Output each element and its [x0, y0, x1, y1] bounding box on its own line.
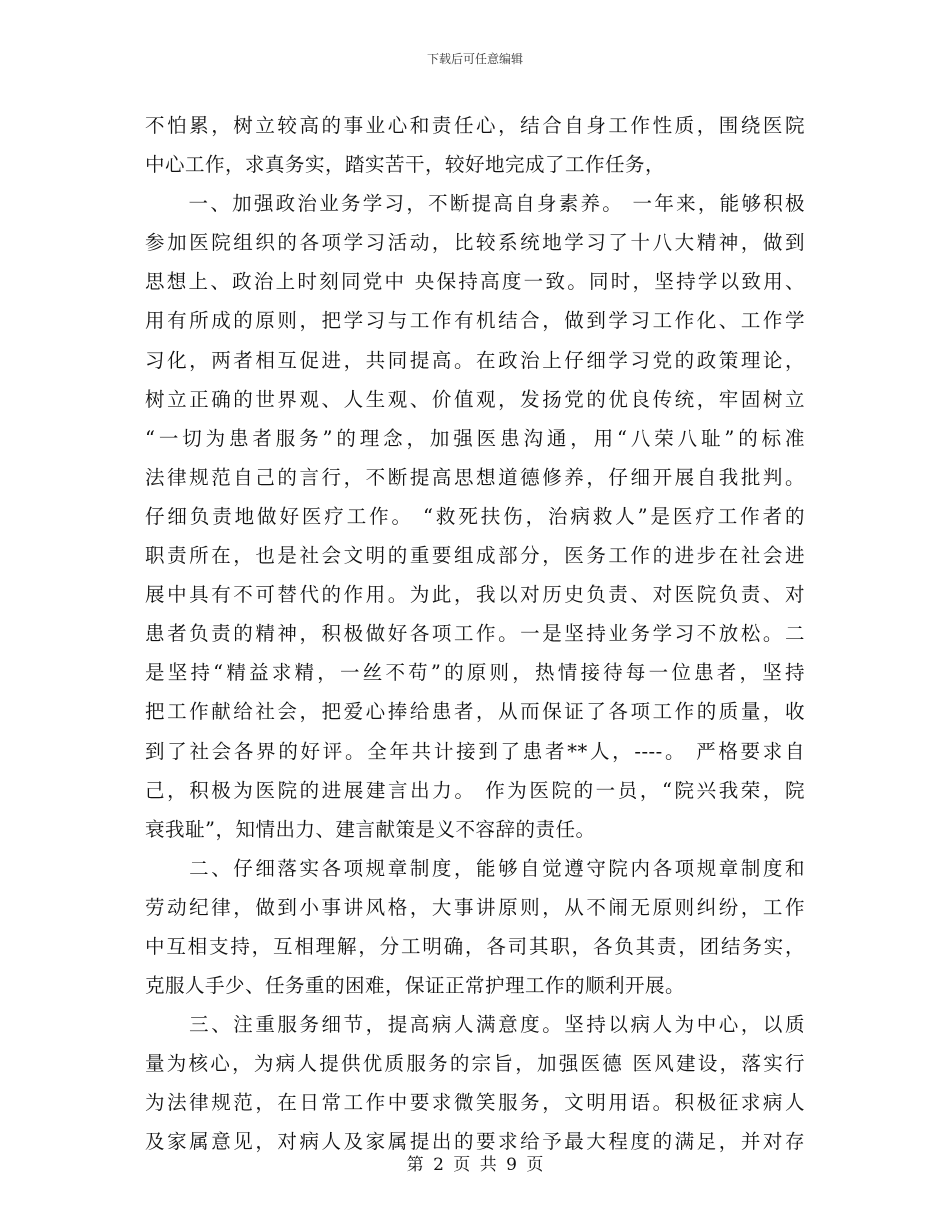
- body-line: 把工作献给社会，把爱心捧给患者，从而保证了各项工作的质量，收: [145, 700, 805, 724]
- body-line: 中心工作，求真务实，踏实苦干，较好地完成了工作任务，: [145, 153, 666, 177]
- body-line: 克服人手少、任务重的困难，保证正常护理工作的顺利开展。: [145, 974, 686, 998]
- body-line: 患者负责的精神，积极做好各项工作。一是坚持业务学习不放松。二: [145, 622, 805, 646]
- body-line: “一切为患者服务”的理念，加强医患沟通，用“八荣八耻”的标准: [145, 426, 805, 450]
- body-line: 树立正确的世界观、人生观、价值观，发扬党的优良传统，牢固树立: [145, 387, 805, 411]
- body-line: 展中具有不可替代的作用。为此，我以对历史负责、对医院负责、对: [145, 583, 805, 607]
- body-line: 二、仔细落实各项规章制度，能够自觉遵守院内各项规章制度和: [145, 856, 805, 880]
- body-line: 劳动纪律，做到小事讲风格，大事讲原则，从不闹无原则纠纷，工作: [145, 895, 805, 919]
- body-line: 仔细负责地做好医疗工作。 “救死扶伤，治病救人”是医疗工作者的: [145, 504, 805, 528]
- body-line: 三、注重服务细节，提高病人满意度。坚持以病人为中心，以质: [145, 1013, 805, 1037]
- body-line: 不怕累，树立较高的事业心和责任心，结合自身工作性质，围绕医院: [145, 114, 805, 137]
- body-line: 是坚持“精益求精，一丝不苟”的原则，热情接待每一位患者，坚持: [145, 661, 805, 685]
- body-line: 中互相支持，互相理解，分工明确，各司其职，各负其责，团结务实，: [145, 934, 805, 958]
- body-line: 衰我耻”，知情出力、建言献策是义不容辞的责任。: [145, 817, 596, 841]
- body-line: 及家属意见，对病人及家属提出的要求给予最大程度的满足，并对存: [145, 1130, 805, 1154]
- body-line: 思想上、政治上时刻同党中 央保持高度一致。同时，坚持学以致用、: [145, 270, 805, 294]
- page-number: 第 2 页 共 9 页: [406, 1155, 544, 1175]
- body-line: 己，积极为医院的进展建言出力。 作为医院的一员，“院兴我荣，院: [145, 778, 805, 802]
- document-body: [145, 106, 805, 1162]
- body-line: 法律规范自己的言行，不断提高思想道德修养，仔细开展自我批判。: [145, 465, 805, 489]
- body-line: 到了社会各界的好评。全年共计接到了患者**人，----。 严格要求自: [145, 739, 805, 763]
- body-line: 职责所在，也是社会文明的重要组成部分，医务工作的进步在社会进: [145, 544, 805, 568]
- body-line: 习化，两者相互促进，共同提高。在政治上仔细学习党的政策理论，: [145, 348, 805, 372]
- body-line: 参加医院组织的各项学习活动，比较系统地学习了十八大精神，做到: [145, 231, 805, 255]
- body-line: 为法律规范，在日常工作中要求微笑服务，文明用语。积极征求病人: [145, 1091, 805, 1115]
- body-line: 量为核心，为病人提供优质服务的宗旨，加强医德 医风建设，落实行: [145, 1052, 805, 1076]
- body-line: 用有所成的原则，把学习与工作有机结合，做到学习工作化、工作学: [145, 309, 805, 333]
- body-line: 一、加强政治业务学习，不断提高自身素养。 一年来，能够积极: [145, 192, 805, 216]
- page-header: 下载后可任意编辑: [426, 52, 523, 66]
